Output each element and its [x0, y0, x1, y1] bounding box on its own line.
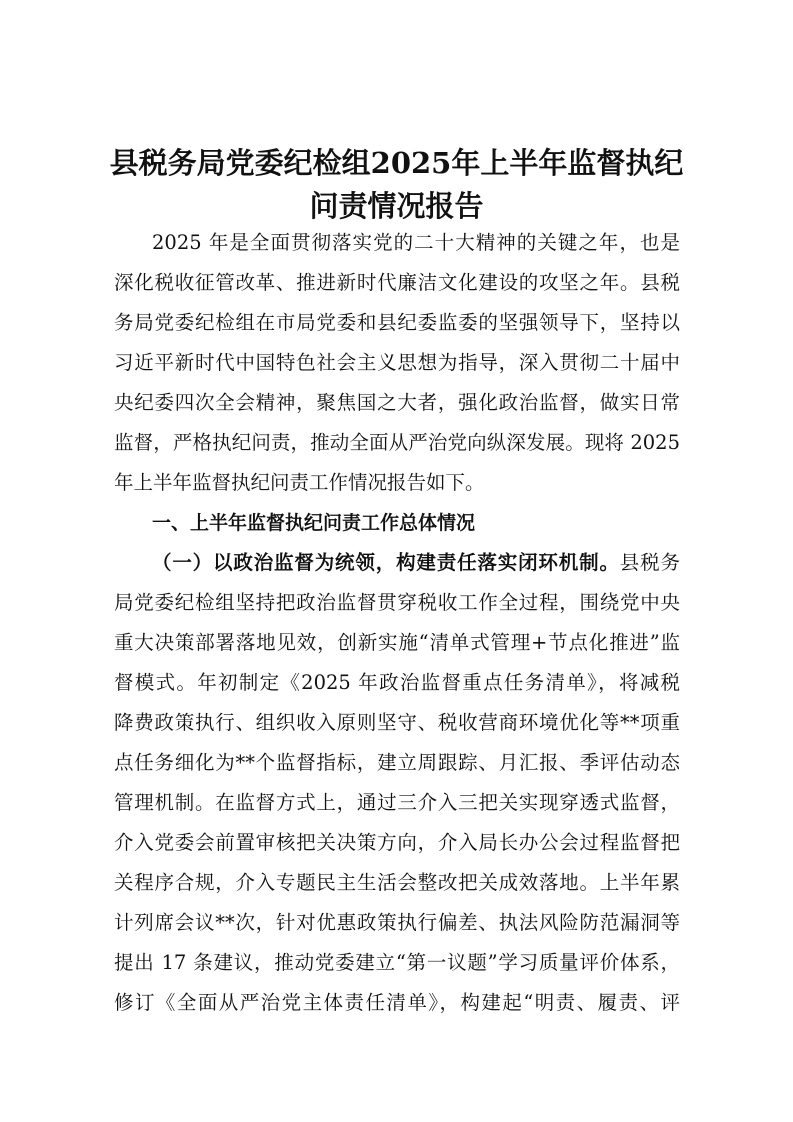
subsection-paragraph-line: 关程序合规，介入专题民主生活会整改把关成效落地。上半年累: [114, 871, 680, 894]
intro-paragraph-line: 年上半年监督执纪问责工作情况报告如下。: [114, 471, 485, 494]
document-title-line-2: 问责情况报告: [309, 189, 484, 223]
subsection-lead-tail: 县税务: [619, 551, 680, 574]
subsection-paragraph-line: 提出 17 条建议，推动党委建立“第一议题”学习质量评价体系，: [114, 951, 680, 974]
intro-paragraph-line: 习近平新时代中国特色社会主义思想为指导，深入贯彻二十届中: [114, 351, 680, 374]
intro-paragraph-line: 央纪委四次全会精神，聚焦国之大者，强化政治监督，做实日常: [114, 391, 680, 414]
subsection-paragraph-line: 局党委纪检组坚持把政治监督贯穿税收工作全过程，围绕党中央: [114, 591, 680, 614]
subsection-lead: （一）以政治监督为统领，构建责任落实闭环机制。: [152, 551, 620, 574]
section-heading: 一、上半年监督执纪问责工作总体情况: [152, 512, 476, 534]
subsection-paragraph-line: 计列席会议**次，针对优惠政策执行偏差、执法风险防范漏洞等: [114, 911, 680, 934]
subsection-paragraph-line: 介入党委会前置审核把关决策方向，介入局长办公会过程监督把: [114, 831, 680, 854]
intro-paragraph-line: 监督，严格执纪问责，推动全面从严治党向纵深发展。现将 2025: [114, 431, 680, 454]
subsection-paragraph-line: 管理机制。在监督方式上，通过三介入三把关实现穿透式监督，: [114, 791, 680, 814]
subsection-paragraph-line: 重大决策部署落地见效，创新实施“清单式管理+节点化推进”监: [114, 631, 680, 654]
intro-paragraph-line: 务局党委纪检组在市局党委和县纪委监委的坚强领导下，坚持以: [114, 311, 680, 334]
document-title-line-1: 县税务局党委纪检组2025年上半年监督执纪: [109, 146, 684, 180]
subsection-paragraph-line: 督模式。年初制定《2025 年政治监督重点任务清单》，将减税: [114, 671, 680, 694]
subsection-paragraph-line: 点任务细化为**个监督指标，建立周跟踪、月汇报、季评估动态: [114, 751, 680, 774]
intro-paragraph-line: 2025 年是全面贯彻落实党的二十大精神的关键之年，也是: [152, 231, 680, 254]
subsection-paragraph-line: 降费政策执行、组织收入原则坚守、税收营商环境优化等**项重: [114, 711, 680, 734]
subsection-first-line: [152, 543, 680, 583]
intro-paragraph-line: 深化税收征管改革、推进新时代廉洁文化建设的攻坚之年。县税: [114, 271, 680, 294]
subsection-paragraph-line: 修订《全面从严治党主体责任清单》，构建起“明责、履责、评: [114, 991, 680, 1014]
